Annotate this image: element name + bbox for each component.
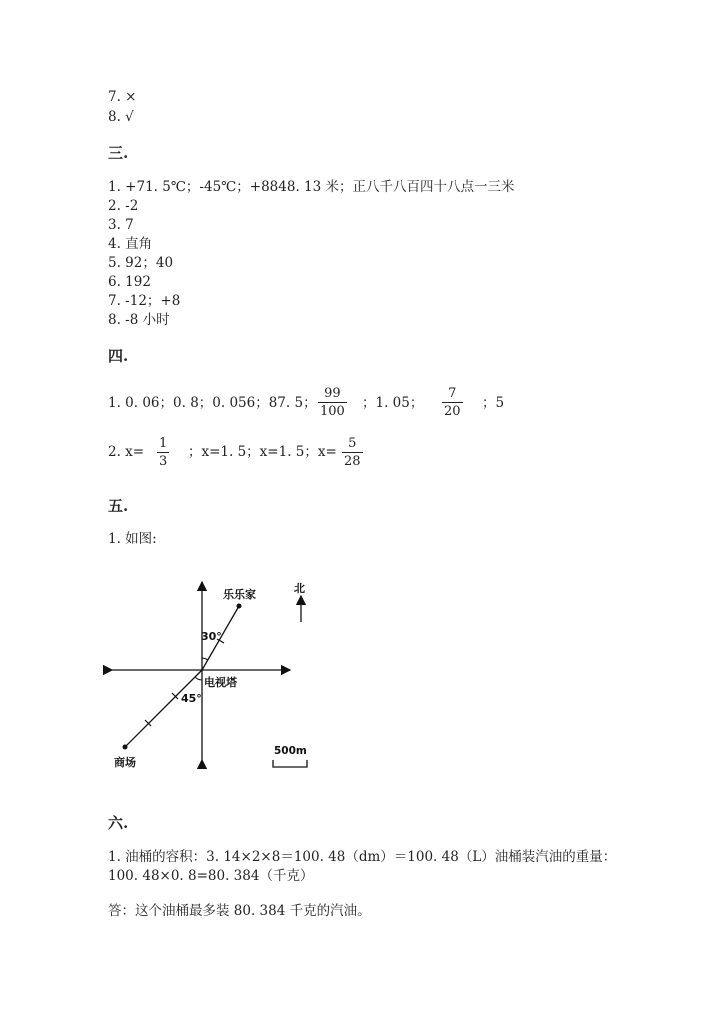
answer-item-7: 7. ×: [108, 89, 137, 105]
fraction: [342, 436, 363, 469]
fraction-numerator: 99: [324, 386, 341, 401]
fraction-denominator: 3: [159, 454, 168, 469]
fraction: [318, 386, 347, 419]
solution-line-2: 100. 48×0. 8=80. 384（千克）: [108, 868, 314, 884]
fraction-numerator: 1: [159, 436, 168, 451]
home-point: [237, 604, 242, 609]
answer-text: ；5: [482, 395, 505, 411]
answer-item: 1. +71. 5℃；-45℃；+8848. 13 米；正八千八百四十八点一三米: [108, 179, 515, 195]
fraction: [442, 386, 463, 419]
angle-label-30: 30°: [201, 630, 222, 643]
answer-item: 1. 如图:: [108, 531, 157, 547]
fraction-denominator: 100: [320, 404, 345, 419]
fraction-bar: [318, 402, 347, 403]
north-label: 北: [294, 582, 305, 595]
scale-label: 500m: [274, 745, 307, 757]
fraction-bar: [342, 452, 363, 453]
answer-item: 5. 92；40: [108, 255, 174, 271]
answer-text: 1. 0. 06；0. 8；0. 056；87. 5；: [108, 395, 317, 411]
angle-label-45: 45°: [181, 692, 202, 705]
answer-item: 2. -2: [108, 198, 139, 214]
section-heading-3: 三.: [108, 144, 129, 162]
fraction: [157, 436, 169, 469]
scale-tick: [172, 693, 178, 699]
tower-label: 电视塔: [204, 676, 237, 689]
answer-item-8: 8. √: [108, 109, 134, 125]
section-heading-4: 四.: [108, 347, 129, 365]
fraction-numerator: 5: [348, 436, 357, 451]
scale-tick: [145, 720, 151, 726]
angle-arc: [195, 677, 202, 680]
answer-text: 2. x=: [108, 444, 145, 460]
section-heading-6: 六.: [108, 814, 129, 832]
solution-line-1: 1. 油桶的容积：3. 14×2×8＝100. 48（dm）＝100. 48（L）油桶装汽油的重量：: [108, 849, 617, 865]
fraction-numerator: 7: [448, 386, 457, 401]
fraction-bar: [442, 402, 463, 403]
fraction-denominator: 20: [444, 404, 461, 419]
mall-label: 商场: [114, 756, 136, 769]
answer-item: 8. -8 小时: [108, 312, 170, 328]
answer-item: 3. 7: [108, 217, 134, 233]
answer-item: 7. -12；+8: [108, 293, 181, 309]
fraction-bar: [157, 452, 169, 453]
section-heading-5: 五.: [108, 497, 129, 515]
angle-arc: [202, 658, 208, 660]
direction-diagram: [100, 570, 360, 780]
route-to-mall: [125, 670, 202, 747]
answer-item: 6. 192: [108, 274, 151, 290]
answer-sentence: 答：这个油桶最多装 80. 384 千克的汽油。: [108, 903, 371, 919]
mall-point: [123, 745, 128, 750]
scale-bar: [273, 760, 307, 767]
fraction-denominator: 28: [344, 454, 361, 469]
answer-text: ；x=1. 5；x=1. 5；x=: [188, 444, 337, 460]
answer-text: ；1. 05；: [362, 395, 424, 411]
home-label: 乐乐家: [223, 588, 256, 601]
answer-item: 4. 直角: [108, 236, 153, 252]
